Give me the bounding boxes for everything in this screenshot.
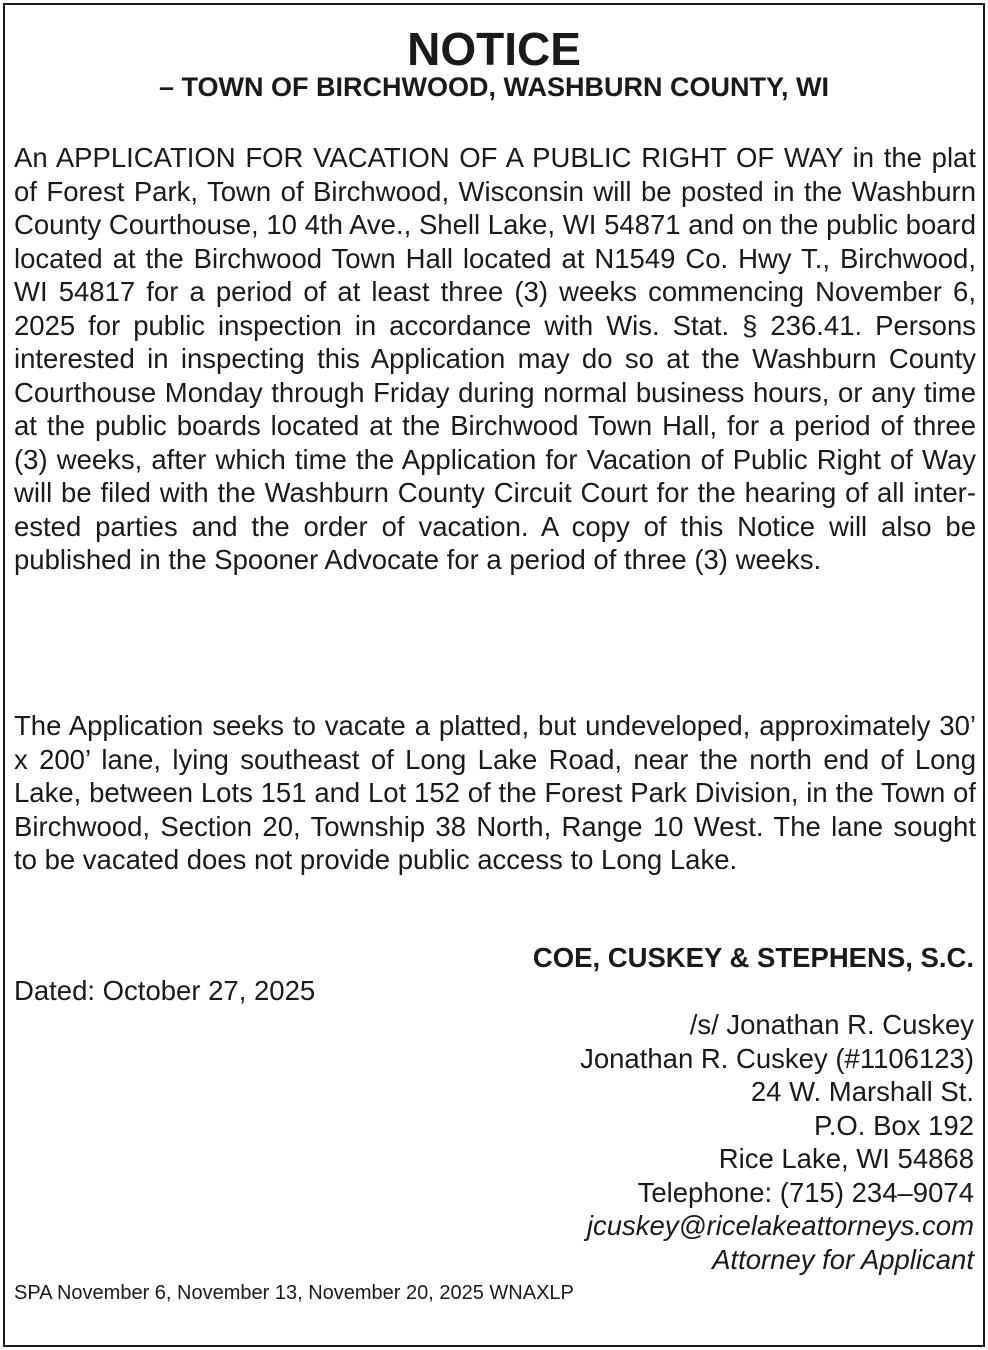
street-address: 24 W. Marshall St.: [750, 1076, 974, 1107]
notice-paragraph-2: The Application seeks to vacate a platted, but undeveloped, approximately 30’ x 200’ lane, lying southeast of Long Lake Road, near the north end of Long Lake, between Lots 151 and Lot 152 of the Forest Park Division, in the Town of Birchwood, Section 20, Township 38 North, Range 10 West. The lane sought to be vacated does not provide public access to Long Lake.: [14, 710, 976, 875]
notice-paragraph-1: An APPLICATION FOR VACATION OF A PUBLIC RIGHT OF WAY in the plat of Forest Park, Town of Birchwood, Wisconsin will be posted in the Washburn County Courthouse, 10 4th Ave., Shell Lake, WI 54871 and on the public board located at the Birchwood Town Hall located at N1549 Co. Hwy T., Birchwood, WI 54817 for a period of at least three (3) weeks commencing November 6, 2025 for public inspection in accordance with Wis. Stat. § 236.41. Persons interested in inspecting this Application may do so at the Washburn County Courthouse Monday through Friday during normal business hours, or any time at the public boards located at the Birchwood Town Hall, for a period of three (3) weeks, after which time the Application for Vacation of Public Right of Way will be filed with the Washburn County Circuit Court for the hearing of all interested parties and the order of vacation. A copy of this Notice will also be published in the Spooner Advocate for a period of three (3) weeks.: [14, 142, 976, 575]
signature-block: [274, 1008, 974, 1276]
notice-frame: [3, 3, 985, 1347]
attorney-name: Jonathan R. Cuskey (#1106123): [580, 1042, 974, 1074]
telephone: Telephone: (715) 234–9074: [637, 1176, 974, 1208]
signature-line: /s/ Jonathan R. Cuskey: [689, 1009, 974, 1040]
law-firm-name: COE, CUSKEY & STEPHENS, S.C.: [532, 942, 974, 973]
publication-footer: SPA November 6, November 13, November 20, 2025 WNAXLP: [14, 1282, 574, 1304]
po-box: P.O. Box 192: [813, 1109, 974, 1141]
attorney-role: Attorney for Applicant: [712, 1243, 974, 1275]
email-address: jcuskey@ricelakeattorneys.com: [586, 1210, 974, 1241]
dated-line: Dated: October 27, 2025: [14, 975, 316, 1006]
notice-subtitle: – TOWN OF BIRCHWOOD, WASHBURN COUNTY, WI: [159, 72, 829, 102]
notice-title: NOTICE: [407, 23, 581, 75]
city-state-zip: Rice Lake, WI 54868: [718, 1143, 974, 1174]
